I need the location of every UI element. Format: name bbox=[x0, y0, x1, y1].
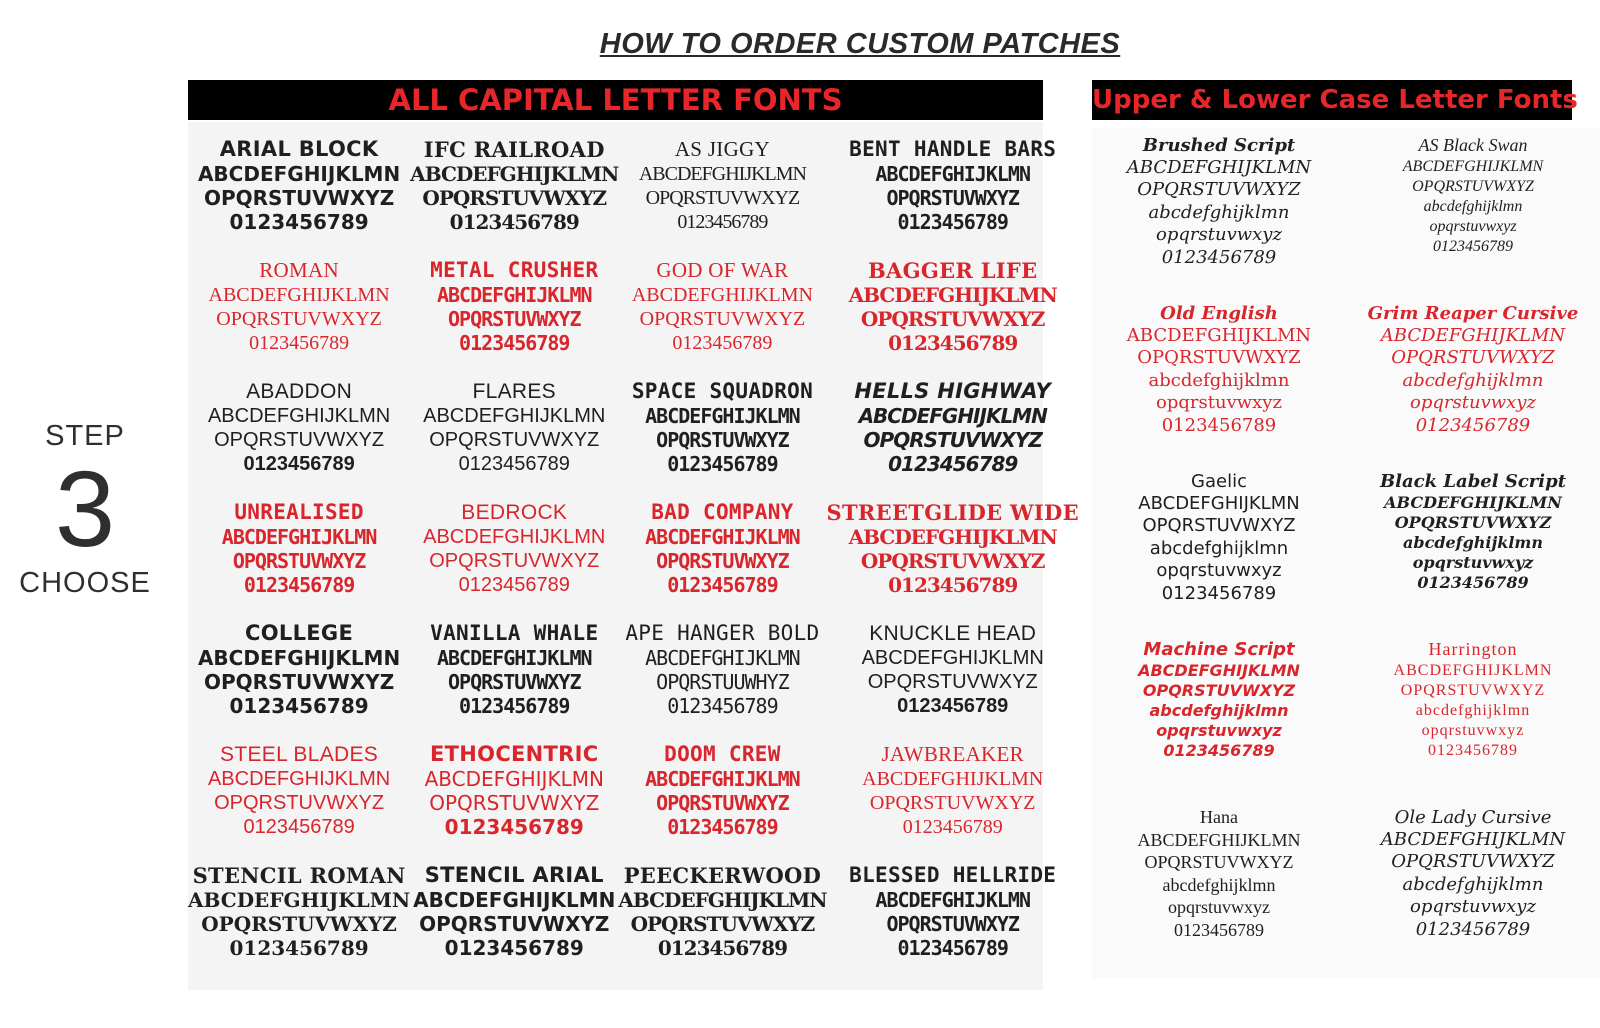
font-name: STENCIL ARIAL bbox=[424, 863, 604, 887]
font-name: PEECKERWOOD bbox=[623, 863, 822, 888]
font-digits: 0123456789 bbox=[1428, 741, 1518, 759]
font-digits: 0123456789 bbox=[444, 815, 584, 840]
lower-font-grid bbox=[1092, 135, 1600, 957]
font-sample-doom-crew[interactable] bbox=[618, 742, 826, 863]
font-uppercase-o-z: OPQRSTUVWXYZ bbox=[1400, 681, 1546, 699]
font-name: AS Black Swan bbox=[1418, 135, 1528, 155]
font-uppercase-a-n: ABCDEFGHIJKLMN bbox=[197, 162, 401, 187]
font-name: VANILLA WHALE bbox=[430, 621, 599, 645]
font-sample-hells-highway[interactable] bbox=[827, 379, 1079, 500]
step-number: 3 bbox=[54, 448, 116, 569]
font-digits: 0123456789 bbox=[459, 331, 570, 356]
font-uppercase-a-n: ABCDEFGHIJKLMN bbox=[631, 284, 813, 307]
font-sample-flares[interactable] bbox=[410, 379, 618, 500]
font-lowercase-a-n: abcdefghijklmn bbox=[1415, 701, 1531, 719]
font-sample-bad-company[interactable] bbox=[618, 500, 826, 621]
font-name: HELLS HIGHWAY bbox=[854, 379, 1052, 403]
font-uppercase-o-z: OPQRSTUVWXYZ bbox=[201, 912, 397, 937]
font-uppercase-o-z: OPQRSTUVWXYZ bbox=[448, 307, 581, 332]
font-sample-god-of-war[interactable] bbox=[618, 258, 826, 379]
font-sample-knuckle-head[interactable] bbox=[827, 621, 1079, 742]
font-uppercase-a-n: ABCDEFGHIJKLMN bbox=[423, 526, 606, 549]
font-uppercase-o-z: OPQRSTUVWXYZ bbox=[429, 550, 600, 573]
font-name: JAWBREAKER bbox=[881, 742, 1024, 766]
font-digits: 0123456789 bbox=[458, 453, 570, 476]
font-sample-college[interactable] bbox=[188, 621, 410, 742]
font-uppercase-a-n: ABCDEFGHIJKLMN bbox=[207, 405, 391, 428]
font-uppercase-o-z: OPQRSTUVWXYZ bbox=[448, 670, 581, 695]
font-name: BEDROCK bbox=[461, 501, 568, 524]
font-digits: 0123456789 bbox=[249, 332, 350, 355]
font-uppercase-a-n: ABCDEFGHIJKLMN bbox=[645, 525, 800, 550]
font-uppercase-a-n: ABCDEFGHIJKLMN bbox=[1384, 492, 1562, 512]
font-digits: 0123456789 bbox=[667, 452, 778, 477]
font-uppercase-o-z: OPQRSTUVWXYZ bbox=[639, 308, 806, 331]
font-digits: 0123456789 bbox=[1161, 582, 1277, 604]
font-name: Hana bbox=[1200, 807, 1238, 827]
font-uppercase-o-z: OPQRSTUVWXYZ bbox=[1137, 179, 1301, 201]
font-digits: 0123456789 bbox=[1174, 919, 1264, 940]
font-sample-arial-block[interactable] bbox=[188, 137, 410, 258]
font-name: GOD OF WAR bbox=[656, 258, 789, 282]
font-lowercase-o-z: opqrstuvwxyz bbox=[1421, 721, 1525, 739]
font-name: SPACE SQUADRON bbox=[631, 379, 814, 403]
font-name: ROMAN bbox=[259, 258, 339, 282]
font-name: ABADDON bbox=[246, 380, 353, 403]
font-sample-gaelic[interactable] bbox=[1092, 471, 1346, 639]
font-uppercase-o-z: OPQRSTUVWXYZ bbox=[867, 671, 1038, 694]
font-uppercase-a-n: ABCDEFGHIJKLMN bbox=[862, 768, 1044, 791]
font-sample-steel-blades[interactable] bbox=[188, 742, 410, 863]
font-sample-stencil-arial[interactable] bbox=[410, 863, 618, 984]
font-uppercase-o-z: OPQRSTUVWXYZ bbox=[419, 912, 610, 937]
font-sample-abaddon[interactable] bbox=[188, 379, 410, 500]
font-digits: 0123456789 bbox=[677, 211, 768, 234]
font-digits: 0123456789 bbox=[449, 210, 579, 235]
step-indicator bbox=[10, 420, 160, 600]
font-uppercase-o-z: OPQRSTUVWXYZ bbox=[656, 791, 789, 816]
font-uppercase-a-n: ABCDEFGHIJKLMN bbox=[423, 405, 606, 428]
font-uppercase-a-n: ABCDEFGHIJKLMN bbox=[858, 404, 1047, 429]
font-digits: 0123456789 bbox=[1415, 414, 1531, 436]
font-lowercase-a-n: abcdefghijklmn bbox=[1149, 537, 1289, 559]
font-uppercase-o-z: OPQRSTUVWXYZ bbox=[869, 792, 1036, 815]
font-uppercase-a-n: ABCDEFGHIJKLMN bbox=[436, 283, 592, 308]
font-uppercase-a-n: ABCDEFGHIJKLMN bbox=[1126, 156, 1312, 178]
font-uppercase-o-z: OPQRSTUVWXYZ bbox=[1142, 515, 1296, 537]
font-uppercase-a-n: ABCDEFGHIJKLMN bbox=[1393, 661, 1553, 679]
font-lowercase-a-n: abcdefghijklmn bbox=[1402, 873, 1544, 895]
font-name: Brushed Script bbox=[1142, 135, 1296, 156]
font-name: BENT HANDLE BARS bbox=[849, 137, 1057, 161]
font-uppercase-o-z: OPQRSTUVWXYZ bbox=[1144, 852, 1294, 873]
font-lowercase-o-z: opqrstuvwxyz bbox=[1156, 720, 1282, 740]
font-digits: 0123456789 bbox=[459, 694, 570, 719]
font-digits: 0123456789 bbox=[444, 936, 584, 961]
font-digits: 0123456789 bbox=[243, 816, 355, 839]
font-digits: 0123456789 bbox=[667, 815, 778, 840]
font-uppercase-a-n: ABCDEFGHIJKLMN bbox=[618, 888, 827, 913]
font-digits: 0123456789 bbox=[888, 573, 1018, 598]
font-sample-brushed-script[interactable] bbox=[1092, 135, 1346, 303]
font-uppercase-a-n: ABCDEFGHIJKLMN bbox=[207, 768, 391, 791]
font-name: IFC RAILROAD bbox=[423, 137, 605, 162]
font-name: STENCIL ROMAN bbox=[192, 863, 406, 888]
font-sample-ape-hanger-bold[interactable] bbox=[618, 621, 826, 742]
caps-fonts-banner: ALL CAPITAL LETTER FONTS bbox=[188, 80, 1043, 120]
font-uppercase-o-z: OPQRSTUVWXYZ bbox=[1137, 347, 1301, 369]
font-digits: 0123456789 bbox=[657, 936, 788, 961]
font-uppercase-a-n: ABCDEFGHIJKLMN bbox=[1380, 324, 1566, 346]
font-sample-metal-crusher[interactable] bbox=[410, 258, 618, 379]
page-title: HOW TO ORDER CUSTOM PATCHES bbox=[599, 28, 1121, 60]
lower-fonts-banner: Upper & Lower Case Letter Fonts bbox=[1092, 80, 1572, 120]
font-sample-unrealised[interactable] bbox=[188, 500, 410, 621]
font-lowercase-o-z: opqrstuvwxyz bbox=[1429, 217, 1517, 235]
font-uppercase-o-z: OPQRSTUVWXYZ bbox=[232, 549, 366, 574]
font-name: FLARES bbox=[472, 380, 556, 403]
font-name: STREETGLIDE WIDE bbox=[826, 500, 1079, 525]
font-name: Harrington bbox=[1428, 639, 1518, 659]
font-sample-ole-lady-cursive[interactable] bbox=[1346, 807, 1600, 957]
font-uppercase-a-n: ABCDEFGHIJKLMN bbox=[1137, 829, 1301, 850]
font-uppercase-o-z: OPQRSTUVWXYZ bbox=[203, 186, 395, 211]
font-uppercase-a-n: ABCDEFGHIJKLMN bbox=[1138, 492, 1300, 514]
font-uppercase-o-z: OPQRSTUVWXYZ bbox=[863, 428, 1042, 453]
font-digits: 0123456789 bbox=[897, 936, 1008, 961]
font-uppercase-a-n: ABCDEFGHIJKLMN bbox=[875, 888, 1030, 913]
font-lowercase-a-n: abcdefghijklmn bbox=[1423, 197, 1523, 215]
font-uppercase-a-n: ABCDEFGHIJKLMN bbox=[645, 646, 800, 671]
font-digits: 0123456789 bbox=[1417, 572, 1529, 592]
font-uppercase-a-n: ABCDEFGHIJKLMN bbox=[1402, 157, 1544, 175]
font-digits: 0123456789 bbox=[902, 816, 1003, 839]
font-name: AS JIGGY bbox=[674, 137, 771, 161]
font-name: Black Label Script bbox=[1379, 471, 1567, 492]
font-name: Ole Lady Cursive bbox=[1394, 807, 1552, 828]
font-uppercase-o-z: OPQRSTUVWXYZ bbox=[656, 549, 789, 574]
font-sample-stencil-roman[interactable] bbox=[188, 863, 410, 984]
font-name: Old English bbox=[1160, 303, 1278, 324]
font-uppercase-o-z: OPQRSTUVWXYZ bbox=[214, 429, 385, 452]
font-sample-bedrock[interactable] bbox=[410, 500, 618, 621]
font-uppercase-a-n: ABCDEFGHIJKLMN bbox=[436, 646, 592, 671]
font-name: COLLEGE bbox=[245, 621, 354, 645]
font-lowercase-a-n: abcdefghijklmn bbox=[1403, 532, 1543, 552]
font-name: STEEL BLADES bbox=[220, 743, 379, 766]
font-digits: 0123456789 bbox=[897, 210, 1008, 235]
font-lowercase-a-n: abcdefghijklmn bbox=[1162, 874, 1276, 895]
step-action: CHOOSE bbox=[19, 567, 151, 599]
font-uppercase-a-n: ABCDEFGHIJKLMN bbox=[875, 162, 1030, 187]
font-sample-streetglide-wide[interactable] bbox=[827, 500, 1079, 621]
font-digits: 0123456789 bbox=[229, 936, 369, 961]
font-sample-grim-reaper-cursive[interactable] bbox=[1346, 303, 1600, 471]
font-uppercase-o-z: OPQRSTUVWXYZ bbox=[429, 429, 600, 452]
font-sample-old-english[interactable] bbox=[1092, 303, 1346, 471]
font-uppercase-o-z: OPQRSTUVWXYZ bbox=[203, 670, 395, 695]
font-sample-machine-script[interactable] bbox=[1092, 639, 1346, 807]
font-sample-vanilla-whale[interactable] bbox=[410, 621, 618, 742]
font-name: ETHOCENTRIC bbox=[430, 742, 599, 766]
font-uppercase-o-z: OPQRSTUVWXYZ bbox=[422, 186, 607, 211]
font-sample-ifc-railroad[interactable] bbox=[410, 137, 618, 258]
font-uppercase-a-n: ABCDEFGHIJKLMN bbox=[645, 404, 800, 429]
font-uppercase-a-n: ABCDEFGHIJKLMN bbox=[197, 646, 401, 671]
font-digits: 0123456789 bbox=[672, 332, 773, 355]
font-uppercase-a-n: ABCDEFGHIJKLMN bbox=[848, 283, 1057, 308]
font-uppercase-o-z: OPQRSTUVWXYZ bbox=[1394, 512, 1552, 532]
font-uppercase-a-n: ABCDEFGHIJKLMN bbox=[1380, 828, 1566, 850]
font-name: Machine Script bbox=[1143, 639, 1295, 660]
font-sample-bagger-life[interactable] bbox=[827, 258, 1079, 379]
font-name: Gaelic bbox=[1191, 471, 1247, 492]
font-uppercase-a-n: ABCDEFGHIJKLMN bbox=[1126, 324, 1312, 346]
step-label: STEP bbox=[45, 420, 125, 452]
font-sample-as-black-swan[interactable] bbox=[1346, 135, 1600, 303]
font-name: BLESSED HELLRIDE bbox=[849, 863, 1057, 887]
font-uppercase-a-n: ABCDEFGHIJKLMN bbox=[221, 525, 377, 550]
font-digits: 0123456789 bbox=[229, 694, 369, 719]
font-sample-roman[interactable] bbox=[188, 258, 410, 379]
font-uppercase-a-n: ABCDEFGHIJKLMN bbox=[424, 767, 604, 792]
font-name: Grim Reaper Cursive bbox=[1367, 303, 1579, 324]
font-digits: 0123456789 bbox=[1161, 414, 1277, 436]
font-uppercase-o-z: OPQRSTUVWXYZ bbox=[1412, 177, 1534, 195]
font-name: ARIAL BLOCK bbox=[219, 137, 379, 161]
font-digits: 0123456789 bbox=[888, 452, 1018, 477]
font-uppercase-a-n: ABCDEFGHIJKLMN bbox=[1138, 660, 1300, 680]
font-uppercase-o-z: OPQRSTUVWXYZ bbox=[656, 428, 789, 453]
font-name: UNREALISED bbox=[234, 500, 364, 524]
font-sample-blessed-hellride[interactable] bbox=[827, 863, 1079, 984]
font-uppercase-a-n: ABCDEFGHIJKLMN bbox=[848, 525, 1057, 550]
font-sample-peeckerwood[interactable] bbox=[618, 863, 826, 984]
font-lowercase-o-z: opqrstuvwxyz bbox=[1156, 224, 1282, 246]
font-name: KNUCKLE HEAD bbox=[869, 622, 1037, 645]
font-uppercase-a-n: ABCDEFGHIJKLMN bbox=[208, 284, 390, 307]
font-uppercase-o-z: OPQRSTUVWXYZ bbox=[216, 308, 382, 331]
font-lowercase-a-n: abcdefghijklmn bbox=[1148, 369, 1290, 391]
font-name: APE HANGER BOLD bbox=[625, 621, 820, 645]
font-uppercase-a-n: ABCDEFGHIJKLMN bbox=[861, 647, 1044, 670]
font-lowercase-a-n: abcdefghijklmn bbox=[1402, 369, 1544, 391]
font-name: DOOM CREW bbox=[664, 742, 781, 766]
font-uppercase-o-z: OPQRSTUVWXYZ bbox=[860, 307, 1045, 332]
font-sample-space-squadron[interactable] bbox=[618, 379, 826, 500]
font-digits: 0123456789 bbox=[897, 695, 1009, 718]
font-name: BAD COMPANY bbox=[651, 500, 794, 524]
font-sample-as-jiggy[interactable] bbox=[618, 137, 826, 258]
font-uppercase-a-n: ABCDEFGHIJKLMN bbox=[410, 162, 619, 187]
font-uppercase-a-n: ABCDEFGHIJKLMN bbox=[638, 163, 806, 186]
font-lowercase-o-z: opqrstuvwxyz bbox=[1412, 552, 1534, 572]
font-sample-black-label-script[interactable] bbox=[1346, 471, 1600, 639]
font-digits: 0123456789 bbox=[1163, 740, 1275, 760]
font-sample-harrington[interactable] bbox=[1346, 639, 1600, 807]
font-digits: 0123456789 bbox=[667, 694, 778, 719]
font-sample-hana[interactable] bbox=[1092, 807, 1346, 957]
font-uppercase-o-z: OPQRSTUVWXYZ bbox=[429, 791, 600, 816]
font-digits: 0123456789 bbox=[1415, 918, 1531, 940]
font-sample-ethocentric[interactable] bbox=[410, 742, 618, 863]
font-uppercase-a-n: ABCDEFGHIJKLMN bbox=[413, 888, 616, 913]
font-uppercase-o-z: OPQRSTUVWXYZ bbox=[630, 912, 815, 937]
font-uppercase-o-z: OPQRSTUVWXYZ bbox=[645, 187, 800, 210]
font-uppercase-o-z: OPQRSTUVWXYZ bbox=[1391, 851, 1555, 873]
font-uppercase-o-z: OPQRSTUUWHYZ bbox=[656, 670, 789, 695]
font-sample-jawbreaker[interactable] bbox=[827, 742, 1079, 863]
font-lowercase-o-z: opqrstuvwxyz bbox=[1168, 897, 1270, 918]
font-uppercase-o-z: OPQRSTUVWXYZ bbox=[886, 912, 1019, 937]
font-lowercase-o-z: opqrstuvwxyz bbox=[1410, 896, 1536, 918]
font-digits: 0123456789 bbox=[243, 453, 355, 476]
font-digits: 0123456789 bbox=[243, 573, 355, 598]
font-uppercase-a-n: ABCDEFGHIJKLMN bbox=[188, 888, 411, 913]
caps-font-grid bbox=[188, 137, 1079, 984]
font-lowercase-o-z: opqrstuvwxyz bbox=[1156, 392, 1282, 414]
font-uppercase-o-z: OPQRSTUVWXYZ bbox=[1142, 680, 1296, 700]
font-uppercase-o-z: OPQRSTUVWXYZ bbox=[214, 792, 385, 815]
font-digits: 0123456789 bbox=[888, 331, 1018, 356]
font-sample-bent-handle-bars[interactable] bbox=[827, 137, 1079, 258]
font-uppercase-o-z: OPQRSTUVWXYZ bbox=[1391, 347, 1555, 369]
font-uppercase-a-n: ABCDEFGHIJKLMN bbox=[645, 767, 800, 792]
font-lowercase-o-z: opqrstuvwxyz bbox=[1156, 560, 1282, 582]
font-name: METAL CRUSHER bbox=[430, 258, 599, 282]
font-name: BAGGER LIFE bbox=[867, 258, 1038, 283]
font-uppercase-o-z: OPQRSTUVWXYZ bbox=[886, 186, 1019, 211]
font-digits: 0123456789 bbox=[1161, 246, 1277, 268]
font-digits: 0123456789 bbox=[667, 573, 778, 598]
font-digits: 0123456789 bbox=[458, 574, 570, 597]
font-digits: 0123456789 bbox=[1433, 237, 1513, 255]
font-lowercase-a-n: abcdefghijklmn bbox=[1148, 201, 1290, 223]
font-digits: 0123456789 bbox=[229, 210, 369, 235]
font-lowercase-a-n: abcdefghijklmn bbox=[1149, 700, 1289, 720]
font-uppercase-o-z: OPQRSTUVWXYZ bbox=[860, 549, 1045, 574]
font-lowercase-o-z: opqrstuvwxyz bbox=[1410, 392, 1536, 414]
